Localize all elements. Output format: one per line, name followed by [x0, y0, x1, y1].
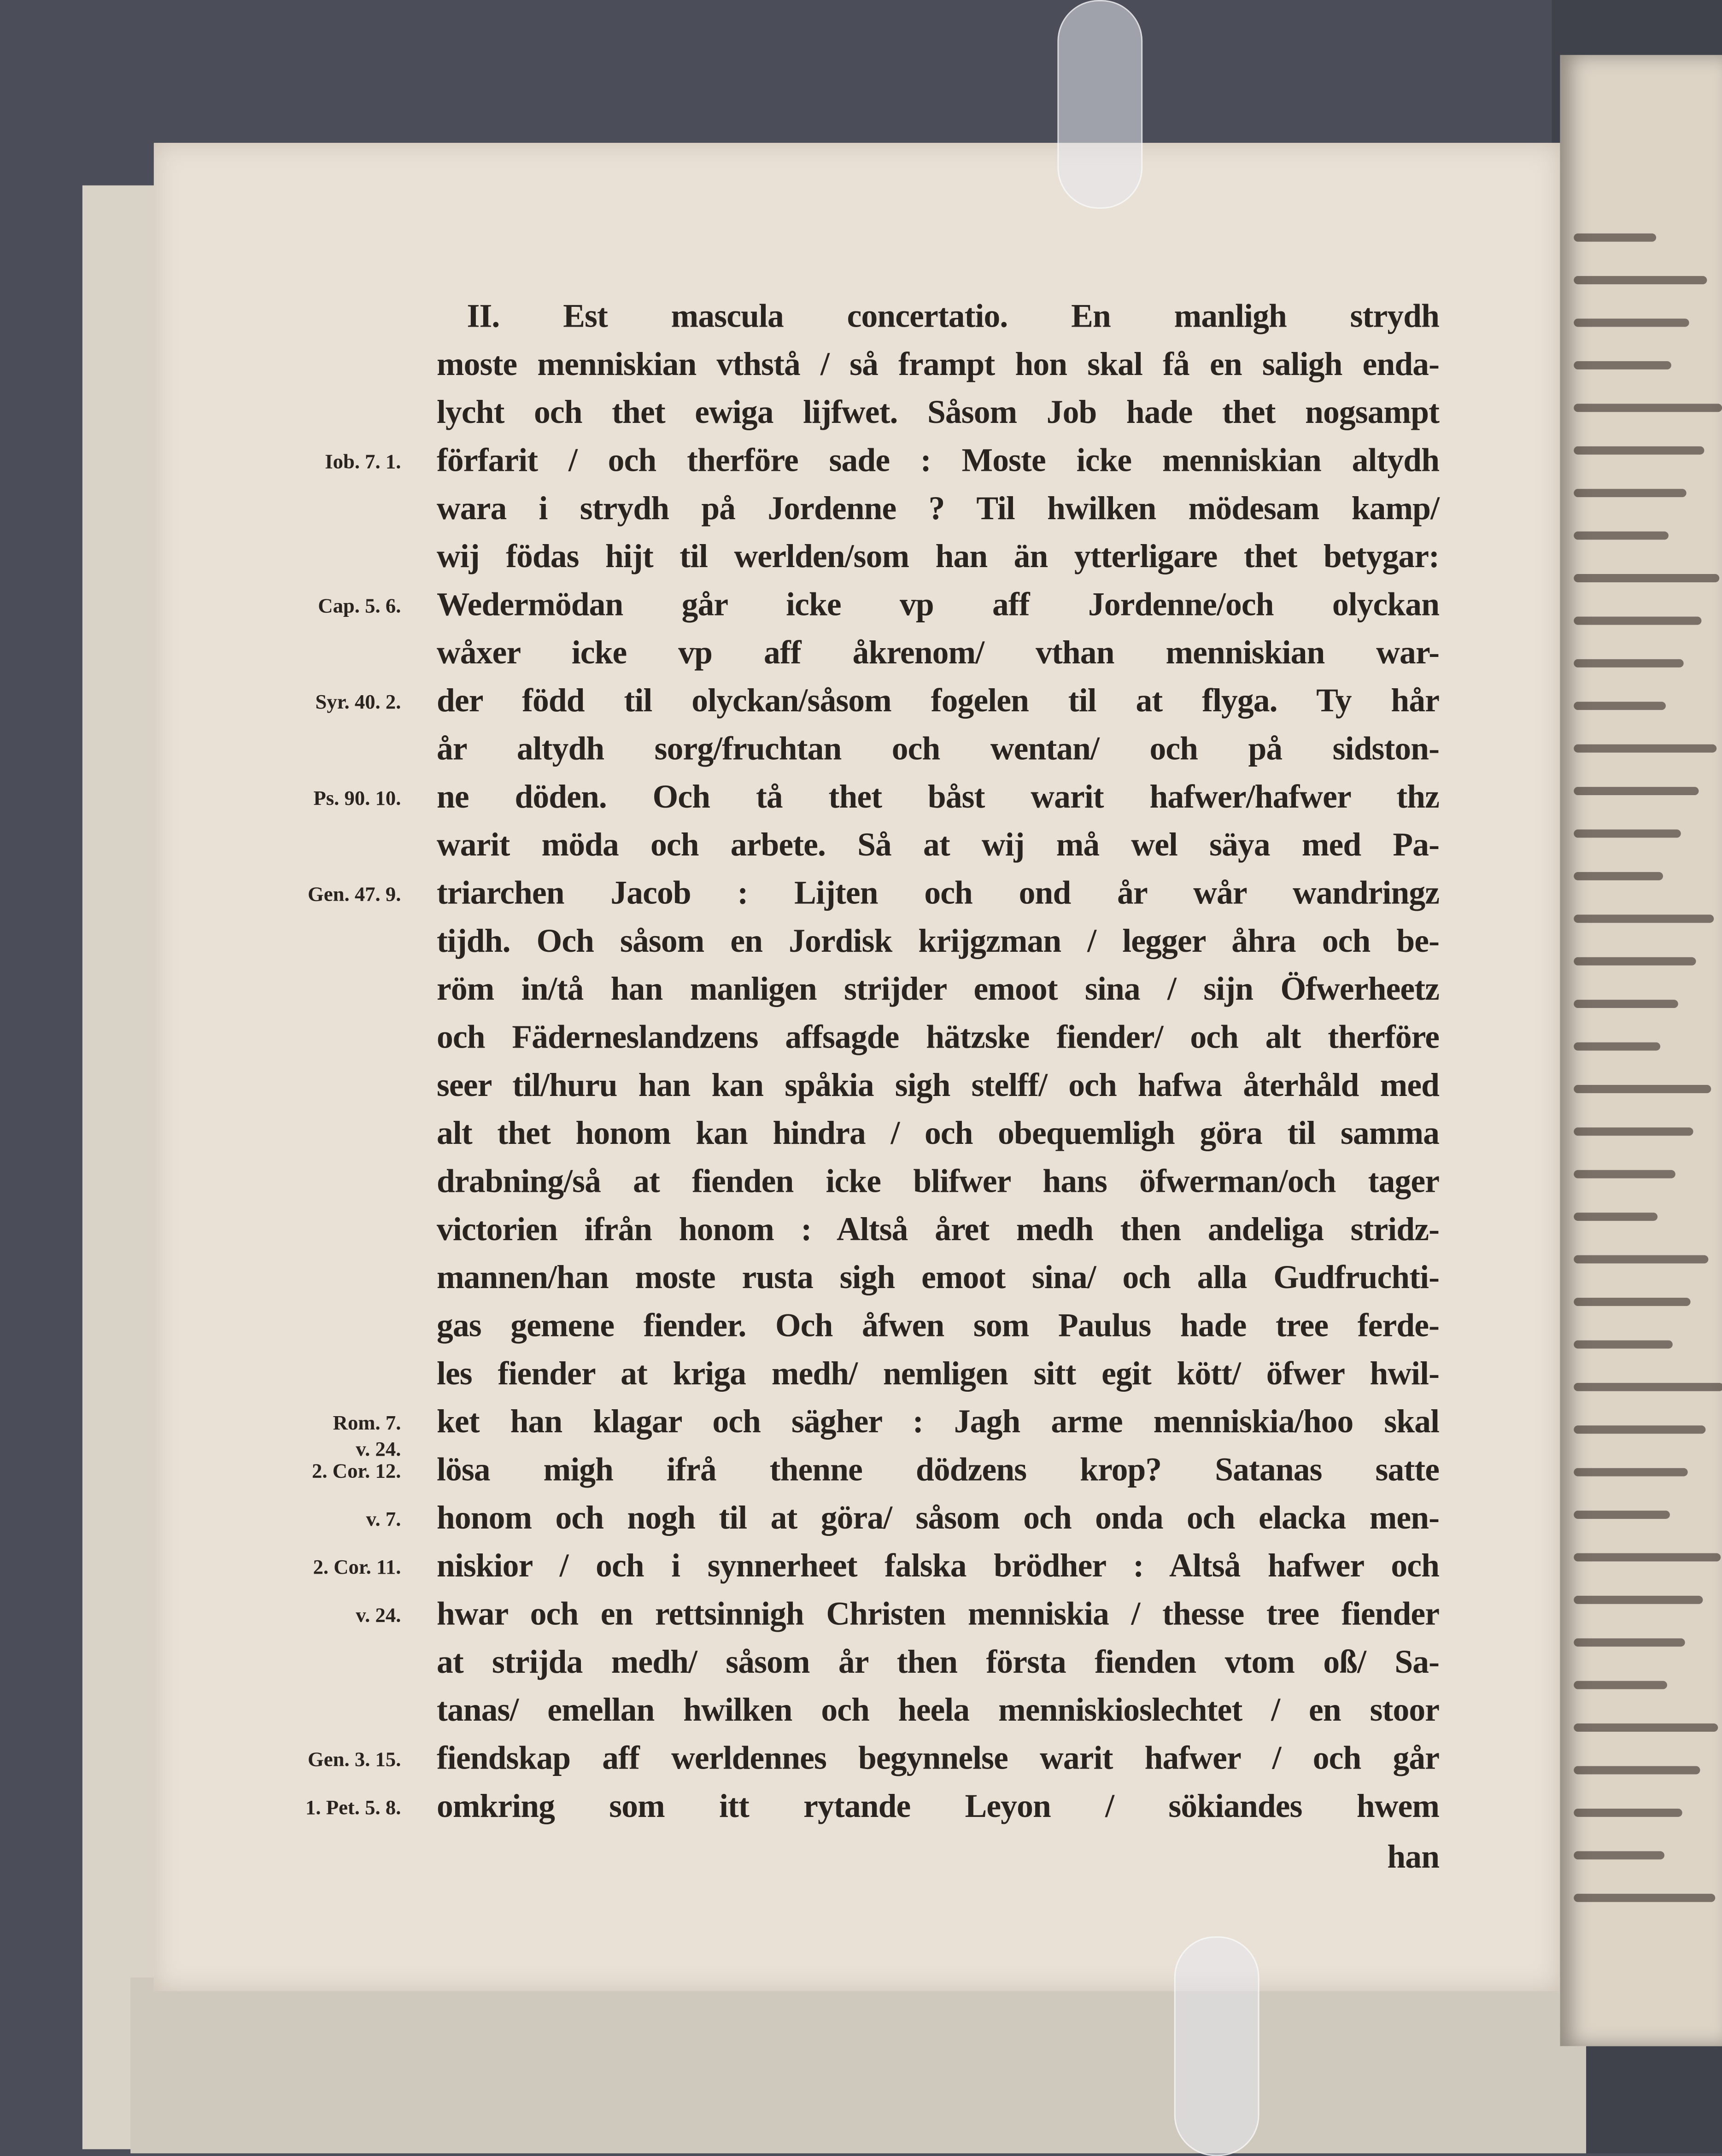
facing-page-text-stroke: [1574, 1043, 1660, 1051]
text-line: II. Est mascula concertatio. En manligh strydh: [467, 299, 1440, 335]
facing-page-text-stroke: [1574, 1638, 1685, 1646]
facing-page-text-stroke: [1574, 1511, 1670, 1519]
text-line: röm in/tå han manligen strijder emoot sina / sijn Öfwerheetz: [436, 972, 1440, 1008]
facing-page-text-stroke: [1574, 1000, 1678, 1008]
facing-page-text-stroke: [1574, 957, 1696, 966]
text-line: niskior / och i synnerheet falska brödher : Altså hafwer och: [436, 1549, 1440, 1585]
facing-page-text-stroke: [1574, 446, 1704, 455]
facing-page-text-stroke: [1574, 1553, 1721, 1562]
facing-page-text-stroke: [1574, 1425, 1705, 1434]
text-line: wij födas hijt til werlden/som han än ytterligare thet betygar:: [436, 539, 1440, 576]
text-line: Wedermödan går icke vp aff Jordenne/och olyckan: [436, 587, 1440, 624]
margin-note: 2. Cor. 12.: [312, 1461, 401, 1483]
facing-page-text-stroke: [1574, 532, 1669, 540]
facing-page-text-stroke: [1574, 574, 1719, 582]
margin-note: Iob. 7. 1.: [325, 451, 401, 474]
text-line: der född til olyckan/såsom fogelen til at flyga. Ty hår: [436, 684, 1440, 720]
facing-page-text-stroke: [1574, 702, 1666, 710]
text-line: gas gemene fiender. Och åfwen som Paulus hade tree ferde-: [436, 1308, 1440, 1345]
margin-note: 1. Pet. 5. 8.: [305, 1798, 401, 1820]
margin-note: Syr. 40. 2.: [315, 692, 401, 715]
facing-page-text-stroke: [1574, 830, 1681, 838]
text-line: warit möda och arbete. Så at wij må wel säya med Pa-: [436, 828, 1440, 864]
text-line: tijdh. Och såsom en Jordisk krijgzman / legger åhra och be-: [436, 924, 1440, 960]
text-line: ket han klagar och sägher : Jagh arme menniskia/hoo skal: [436, 1405, 1440, 1441]
text-line: omkring som itt rytande Leyon / sökiandes hwem: [436, 1789, 1440, 1825]
facing-page-text-stroke: [1574, 1213, 1658, 1221]
text-line: mannen/han moste rusta sigh emoot sina/ och alla Gudfruchti-: [436, 1260, 1440, 1297]
facing-page-text-stroke: [1574, 1766, 1700, 1775]
text-line: lycht och thet ewiga lijfwet. Såsom Job hade thet nogsampt: [436, 395, 1440, 432]
text-line: ne döden. Och tå thet båst warit hafwer/hafwer thz: [436, 780, 1440, 816]
text-line: tanas/ emellan hwilken och heela menniskioslechtet / en stoor: [436, 1693, 1440, 1729]
margin-note: Gen. 47. 9.: [307, 884, 401, 907]
text-line: triarchen Jacob : Lijten och ond år wår wandringz: [436, 876, 1440, 912]
facing-page-text-stroke: [1574, 1170, 1675, 1178]
text-line: år altydh sorg/fruchtan och wentan/ och på sidston-: [436, 732, 1440, 768]
facing-page-text-stroke: [1574, 1809, 1682, 1817]
facing-page-text-stroke: [1574, 1681, 1667, 1689]
text-line: moste menniskian vthstå / så frampt hon skal få en saligh enda-: [436, 347, 1440, 383]
facing-page-text-stroke: [1574, 914, 1714, 923]
facing-page-text-stroke: [1574, 1383, 1722, 1391]
margin-note: 2. Cor. 11.: [313, 1557, 401, 1580]
margin-note: v. 24.: [356, 1605, 401, 1628]
facing-page-text-stroke: [1574, 319, 1689, 327]
facing-page-text-stroke: [1574, 234, 1656, 242]
text-line: at strijda medh/ såsom år then första fienden vtom oß/ Sa-: [436, 1645, 1440, 1681]
margin-note: Rom. 7.: [333, 1413, 401, 1435]
text-line: les fiender at kriga medh/ nemligen sitt egit kött/ öfwer hwil-: [436, 1357, 1440, 1393]
text-line: honom och nogh til at göra/ såsom och onda och elacka men-: [436, 1501, 1440, 1537]
text-line: lösa migh ifrå thenne dödzens krop? Satanas satte: [436, 1453, 1440, 1489]
facing-page-text-stroke: [1574, 616, 1701, 625]
facing-page-text-stroke: [1574, 872, 1663, 880]
facing-page-text-stroke: [1574, 1596, 1703, 1604]
facing-page-text-stroke: [1574, 1340, 1673, 1348]
text-line: wara i strydh på Jordenne ? Til hwilken mödesam kamp/: [436, 492, 1440, 527]
margin-note: Ps. 90. 10.: [313, 788, 401, 810]
catchword: han: [1387, 1840, 1440, 1876]
bottom-page-edge: [130, 1978, 1586, 2154]
text-line: hwar och en rettsinnigh Christen menniskia / thesse tree fiender: [436, 1597, 1440, 1633]
text-line: wåxer icke vp aff åkrenom/ vthan menniskian war-: [436, 636, 1440, 672]
margin-note: Cap. 5. 6.: [318, 596, 401, 618]
facing-page-text-stroke: [1574, 1127, 1693, 1136]
page-clip-top: [1057, 0, 1142, 209]
margin-note: Gen. 3. 15.: [307, 1749, 401, 1772]
margin-note: v. 24.: [356, 1439, 401, 1461]
facing-page-text-stroke: [1574, 1851, 1664, 1859]
facing-page-text-stroke: [1574, 1723, 1718, 1732]
text-line: förfarit / och therföre sade : Moste icke menniskian altydh: [436, 443, 1440, 480]
text-line: och Fäderneslandzens affsagde hätzske fiender/ och alt therföre: [436, 1020, 1440, 1056]
facing-page-text-stroke: [1574, 1085, 1711, 1093]
facing-page-text-stroke: [1574, 361, 1671, 369]
text-line: seer til/huru han kan spåkia sigh stelff/ och hafwa återhåld med: [436, 1068, 1440, 1104]
text-line: alt thet honom kan hindra / och obequemligh göra til samma: [436, 1116, 1440, 1153]
facing-page-text-stroke: [1574, 787, 1699, 795]
page-clip-bottom: [1174, 1936, 1259, 2156]
margin-note: v. 7.: [366, 1509, 401, 1531]
facing-page-text-stroke: [1574, 1894, 1715, 1902]
text-line: drabning/så at fienden icke blifwer hans öfwerman/och tager: [436, 1164, 1440, 1201]
text-line: fiendskap aff werldennes begynnelse warit hafwer / och går: [436, 1741, 1440, 1777]
text-line: victorien ifrån honom : Altså året medh then andeliga stridz-: [436, 1213, 1440, 1248]
facing-page-text-stroke: [1574, 404, 1722, 412]
facing-page-fragment: [1560, 55, 1722, 2046]
facing-page-text-stroke: [1574, 276, 1707, 284]
facing-page-text-stroke: [1574, 659, 1683, 668]
facing-page-text-stroke: [1574, 744, 1716, 753]
facing-page-text-stroke: [1574, 1298, 1690, 1306]
facing-page-text-stroke: [1574, 1468, 1687, 1476]
facing-page-text-stroke: [1574, 1255, 1708, 1264]
facing-page-text-stroke: [1574, 489, 1686, 497]
